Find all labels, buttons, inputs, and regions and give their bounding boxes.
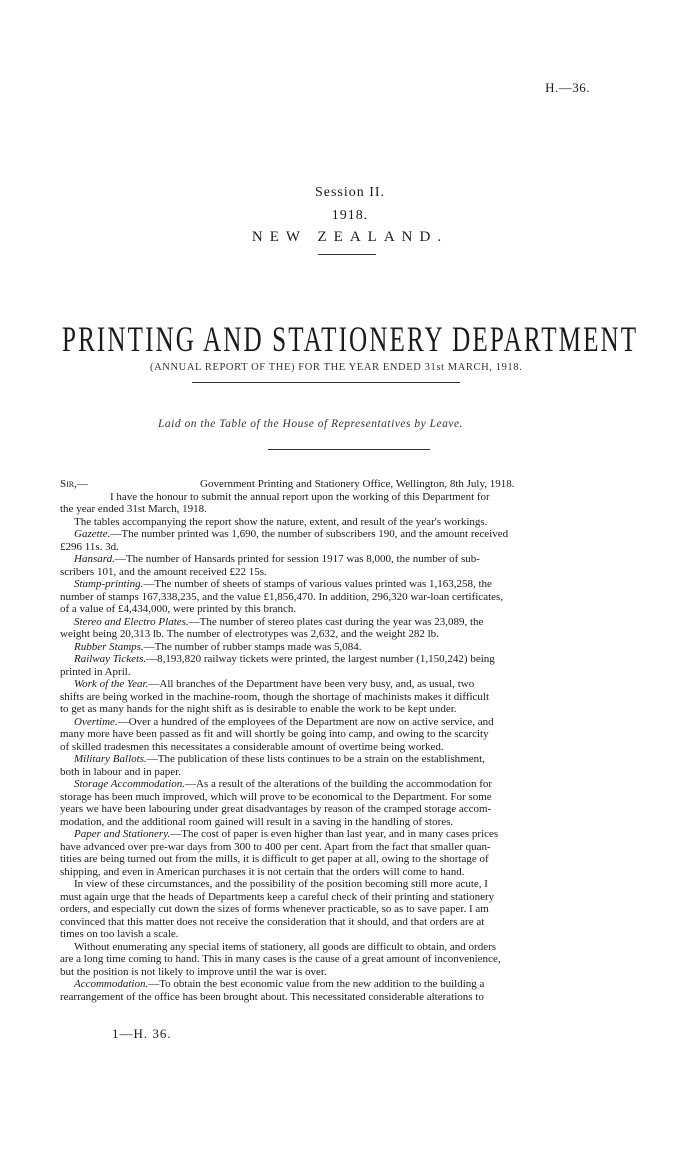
report-line: [60, 728, 634, 741]
report-line: [60, 991, 634, 1004]
line-text: are a long time coming to hand. This in many cases is the cause of a great amount of inconvenience,: [60, 953, 501, 965]
line-text: many more have been passed as fit and will shortly be going into camp, and owing to the scarcity: [60, 728, 489, 740]
line-text: —As a result of the alterations of the building the accommodation for: [185, 778, 493, 790]
line-text: shifts are being worked in the machine-room, though the shortage of machinists makes it difficult: [60, 690, 489, 703]
line-text: —The number of Hansards printed for session 1917 was 8,000, the number of sub-: [114, 553, 480, 565]
report-line: [60, 866, 634, 879]
section-lead: Paper and Stationery.: [74, 828, 171, 840]
divider-rule: [268, 449, 430, 450]
line-text: weight being 20,313 lb. The number of electrotypes was 2,632, and the weight 282 lb.: [60, 628, 439, 640]
page-subtitle: (ANNUAL REPORT OF THE) FOR THE YEAR ENDED 31st MARCH, 1918.: [150, 362, 523, 373]
section-lead: Hansard.: [74, 553, 115, 565]
line-text: Without enumerating any special items of stationery, all goods are difficult to obtain, and orders: [74, 940, 497, 953]
letter-address: Government Printing and Stationery Office, Wellington, 8th July, 1918.: [200, 478, 515, 490]
report-line: [60, 616, 634, 629]
country-heading: NEW ZEALAND.: [251, 229, 449, 245]
section-lead: Stamp-printing.: [74, 578, 144, 590]
report-line: [60, 928, 634, 941]
line-text: —The number of rubber stamps made was 5,084.: [143, 640, 362, 653]
report-line: [60, 853, 634, 866]
section-lead: Railway Tickets.: [74, 653, 147, 665]
section-lead: Stereo and Electro Plates.: [74, 615, 189, 628]
report-line: [60, 766, 634, 779]
line-text: storage has been much improved, which will prove to be economical to the Department. For some: [60, 790, 492, 803]
letter-heading-line: [60, 478, 634, 491]
page-reference: H.—36.: [545, 80, 590, 95]
line-text: The tables accompanying the report show the nature, extent, and result of the year's workings.: [74, 515, 488, 528]
line-text: —The cost of paper is even higher than last year, and in many cases prices: [170, 828, 499, 840]
line-text: the year ended 31st March, 1918.: [60, 503, 207, 515]
report-line: [60, 603, 634, 616]
report-line: [60, 566, 634, 579]
report-line: [60, 516, 634, 529]
line-text: times on too lavish a scale.: [60, 928, 179, 940]
report-line: [60, 916, 634, 929]
line-text: to get as many hands for the night shift as is desirable to enable the work to be kept under.: [60, 703, 457, 715]
line-text: —The publication of these lists continues to be a strain on the establishment,: [146, 753, 485, 765]
line-text: shipping, and even in American purchases it is not certain that the orders will come to hand.: [60, 865, 465, 878]
report-line: [60, 816, 634, 829]
report-line: [60, 966, 634, 979]
line-text: printed in April.: [60, 665, 131, 678]
line-text: orders, and especially cut down the sizes of forms whenever practicable, so as to save paper. I am: [60, 903, 489, 915]
report-line: [60, 628, 634, 641]
report-line: [60, 491, 634, 504]
report-line: [60, 703, 634, 716]
report-line: [60, 903, 634, 916]
line-text: years we have been labouring under great disadvantages by reason of the cramped storage accom-: [60, 803, 492, 815]
report-line: [60, 678, 634, 691]
line-text: but the position is not likely to improve until the war is over.: [60, 965, 327, 978]
line-text: —The number of sheets of stamps of various values printed was 1,163,258, the: [143, 578, 492, 590]
session-heading: Session II.: [314, 185, 386, 200]
line-text: number of stamps 167,338,235, and the value £1,856,470. In addition, 296,320 war-loan certificates,: [60, 590, 504, 603]
line-text: —8,193,820 railway tickets were printed, the largest number (1,150,242) being: [146, 653, 495, 665]
report-line: [60, 653, 634, 666]
line-text: must again urge that the heads of Departments keep a careful check of their printing and stationery: [60, 890, 495, 903]
report-line: [60, 941, 634, 954]
line-text: of a value of £4,434,000, were printed by this branch.: [60, 603, 297, 615]
line-text: —The number printed was 1,690, the number of subscribers 190, and the amount received: [110, 528, 509, 540]
laid-on-table-note: Laid on the Table of the House of Representatives by Leave.: [158, 418, 463, 430]
report-line: [60, 503, 634, 516]
report-line: [60, 641, 634, 654]
line-text: of skilled tradesmen this necessitates a considerable amount of overtime being worked.: [60, 740, 444, 753]
report-line: [60, 891, 634, 904]
page-signature: 1—H. 36.: [112, 1026, 172, 1041]
report-line: [60, 753, 634, 766]
report-line: [60, 791, 634, 804]
section-lead: Storage Accommodation.: [74, 778, 186, 790]
line-text: tities are being turned out from the mills, it is difficult to get paper at all, owing to the shortage of: [60, 853, 489, 865]
line-text: modation, and the additional room gained will result in a saving in the handling of stores.: [60, 815, 454, 828]
report-line: [60, 541, 634, 554]
report-body: [60, 478, 634, 1003]
report-line: [60, 841, 634, 854]
line-text: rearrangement of the office has been brought about. This necessitated considerable alterations to: [60, 990, 484, 1003]
report-line: [60, 778, 634, 791]
page-title: PRINTING AND STATIONERY DEPARTMENT: [62, 319, 639, 359]
section-lead: Military Ballots.: [74, 753, 147, 765]
section-lead: Rubber Stamps.: [74, 640, 144, 653]
line-text: convinced that this matter does not receive the consideration that it should, and that orders are at: [60, 915, 485, 928]
line-text: —To obtain the best economic value from the new addition to the building a: [148, 978, 485, 990]
report-line: [60, 591, 634, 604]
divider-rule: [318, 254, 376, 255]
report-line: [60, 828, 634, 841]
report-line: [60, 978, 634, 991]
section-lead: Accommodation.: [74, 978, 149, 990]
line-text: —The number of stereo plates cast during the year was 23,089, the: [188, 615, 484, 628]
line-text: —All branches of the Department have been very busy, and, as usual, two: [148, 678, 475, 690]
line-text: —Over a hundred of the employees of the Department are now on active service, and: [117, 715, 494, 728]
report-line: [60, 953, 634, 966]
line-text: have advanced over pre-war days from 300 to 400 per cent. Apart from the fact that smaller quan-: [60, 840, 491, 853]
report-line: [60, 553, 634, 566]
line-text: scribers 101, and the amount received £22 15s.: [60, 565, 267, 578]
report-line: [60, 666, 634, 679]
report-line: [60, 716, 634, 729]
line-text: £296 11s. 3d.: [60, 540, 119, 553]
line-text: both in labour and in paper.: [60, 765, 181, 778]
report-line: [60, 528, 634, 541]
section-lead: Work of the Year.: [74, 678, 149, 690]
section-lead: Gazette.: [74, 528, 111, 540]
salutation: Sir,—: [60, 478, 88, 490]
report-line: [60, 741, 634, 754]
report-line: [60, 878, 634, 891]
year-heading: 1918.: [331, 208, 369, 223]
divider-rule: [192, 382, 460, 383]
section-lead: Overtime.: [74, 715, 118, 728]
line-text: I have the honour to submit the annual report upon the working of this Department for: [110, 490, 490, 503]
report-line: [60, 578, 634, 591]
report-line: [60, 691, 634, 704]
report-line: [60, 803, 634, 816]
line-text: In view of these circumstances, and the possibility of the position becoming still more acute, I: [74, 878, 488, 890]
